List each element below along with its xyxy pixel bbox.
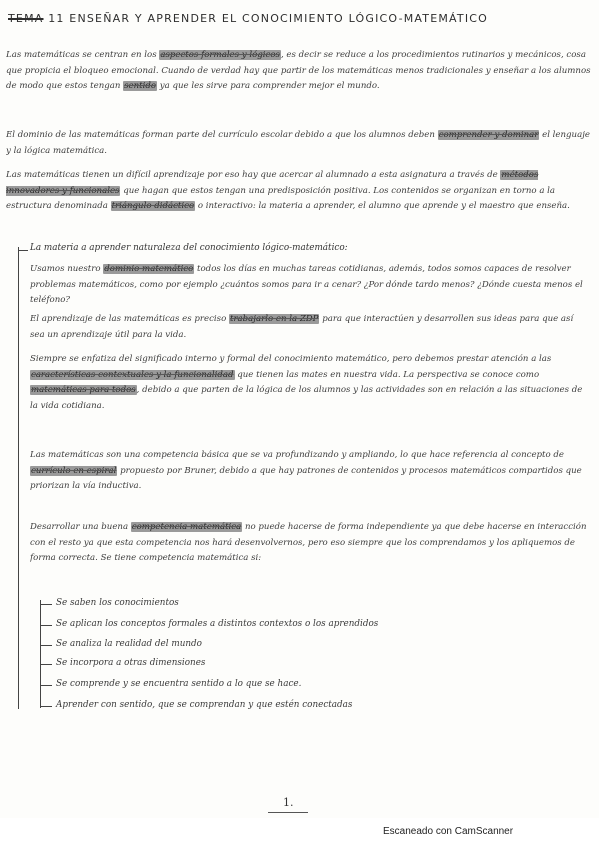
- p4-text-b: todos los días en muchas tareas cotidianas, además, todos somos capaces de resolver problemas matemáticos, como por ejemplo ¿cuántos somos para ir a cenar? ¿Por dónde tardo menos? ¿Dónde cuesta menos el teléfono?: [30, 264, 583, 306]
- p1-text-b: , es decir se reduce a los procedimientos rutinarios y mecánicos, cosa que propicia el bloqueo emocional. Cuando de verdad hay que partir de los matemáticas menos tradicionales y enseñar a los alumnos de modo que estos tengan: [6, 50, 591, 92]
- p8-highlight-1: competencia matemática: [131, 522, 242, 532]
- list-tick-3: [40, 645, 52, 646]
- list-item: Se saben los conocimientos: [56, 598, 179, 608]
- p2-text-b: el lenguaje y la lógica matemática.: [6, 130, 590, 156]
- p6-text-a: Siempre se enfatiza del significado interno y formal del conocimiento matemático, pero debemos prestar atención a las: [30, 354, 552, 364]
- p3-text-c: o interactivo: la materia a aprender, el alumno que aprende y el maestro que enseña.: [195, 201, 570, 212]
- list-tick-2: [40, 625, 52, 626]
- list-item: Se comprende y se encuentra sentido a lo que se hace.: [56, 679, 302, 689]
- list-item: Se analiza la realidad del mundo: [56, 639, 202, 649]
- p3-text-a: Las matemáticas tienen un difícil aprendizaje por eso hay que acercar al alumnado a esta asignatura a través de: [6, 170, 501, 180]
- list-bracket: [40, 600, 41, 708]
- section-bracket: [18, 247, 19, 709]
- p3-highlight-1: métodos innovadores y funcionales: [6, 170, 539, 196]
- p1-text-a: Las matemáticas se centran en los: [6, 50, 160, 60]
- p3-highlight-2: triángulo didáctico: [111, 201, 195, 212]
- p6-highlight-2: matemáticas para todos: [31, 385, 136, 396]
- p8-text-b: no puede hacerse de forma independiente ya que debe hacerse en interacción con el resto ya que esta competencia nos hará desenvolvernos, pero eso siempre que los comprendamos y los apliquemos de forma correcta. Se tiene competencia matemática si:: [30, 522, 587, 564]
- p7-highlight-1: currículo en espiral: [31, 465, 117, 476]
- p1-highlight-1: aspectos formales y lógicos: [160, 50, 280, 60]
- p3-text-b: que hagan que estos tengan una predisposición positiva. Los contenidos se organizan en torno a la estructura denominada: [6, 185, 556, 212]
- p1-highlight-2: sentido: [124, 81, 157, 92]
- p5-text-a: El aprendizaje de las matemáticas es preciso: [30, 314, 229, 324]
- p2-text-a: El dominio de las matemáticas forman parte del currículo escolar debido a que los alumnos deben: [6, 130, 438, 140]
- page-title: [8, 12, 593, 25]
- p1-text-c: ya que les sirve para comprender mejor el mundo.: [157, 81, 380, 92]
- p4-text-a: Usamos nuestro: [30, 264, 104, 274]
- paragraph-1: [6, 48, 592, 95]
- p5-text-b: para que interactúen y desarrollen sus ideas para que así sea un aprendizaje útil para la vida.: [30, 314, 574, 340]
- p6-text-b: que tienen las mates en nuestra vida. La perspectiva se conoce como: [234, 369, 540, 380]
- scanner-watermark: Escaneado con CamScanner: [383, 826, 514, 837]
- paragraph-5: [30, 312, 590, 343]
- list-tick-4: [40, 664, 52, 665]
- p7-text-a: Las matemáticas son una competencia básica que se va profundizando y ampliando, lo que hace referencia al concepto de: [30, 450, 564, 460]
- page-number: 1.: [283, 796, 294, 809]
- title-tema: TEMA: [8, 12, 44, 25]
- paragraph-2: [6, 128, 592, 159]
- list-tick-1: [40, 604, 52, 605]
- bracket-tick: [18, 250, 28, 251]
- list-item: Aprender con sentido, que se comprendan y que estén conectadas: [56, 700, 353, 710]
- p6-highlight-1: características contextuales y la funcionalidad: [31, 369, 234, 380]
- scanner-footer: [0, 818, 599, 848]
- paragraph-3: [6, 168, 592, 215]
- p4-highlight-1: dominio matemático: [104, 264, 194, 274]
- title-text: 11 ENSEÑAR Y APRENDER EL CONOCIMIENTO LÓGICO-MATEMÁTICO: [43, 12, 489, 25]
- list-item: Se aplican los conceptos formales a distintos contextos o los aprendidos: [56, 619, 379, 629]
- paragraph-7: [30, 448, 590, 495]
- p2-highlight-1: comprender y dominar: [438, 130, 539, 140]
- list-tick-5: [40, 685, 52, 686]
- paragraph-8: [30, 520, 590, 567]
- p7-text-b: propuesto por Bruner, debido a que hay patrones de contenidos y procesos matemáticos compartidos que priorizan la vía inductiva.: [30, 465, 582, 492]
- p8-text-a: Desarrollar una buena: [30, 522, 131, 532]
- list-item: Se incorpora a otras dimensiones: [56, 658, 206, 668]
- paragraph-4: [30, 262, 590, 309]
- list-tick-6: [40, 706, 52, 707]
- paragraph-6: [30, 352, 590, 414]
- p5-highlight-1: trabajarlo en la ZDP: [230, 314, 319, 324]
- page-number-underline: [268, 812, 308, 813]
- p6-text-c: , debido a que parten de la lógica de los alumnos y las actividades son en relación a las situaciones de la vida cotidiana.: [30, 385, 583, 411]
- subsection-heading: La materia a aprender naturaleza del conocimiento lógico-matemático:: [30, 243, 348, 253]
